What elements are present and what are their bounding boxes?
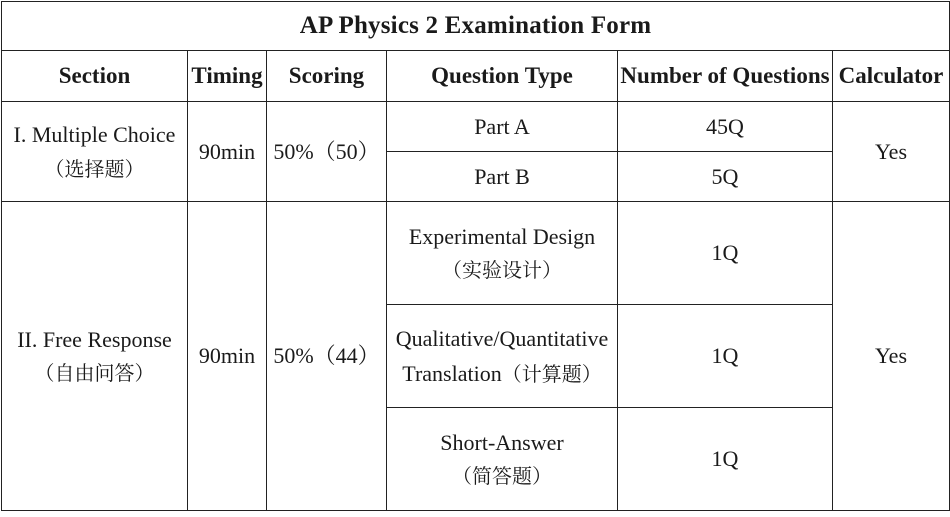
header-number-of-questions: Number of Questions [618,51,833,102]
mc-part-a-count: 45Q [618,102,833,152]
mc-part-a-type: Part A [387,102,618,152]
fr-item-2-type-line2: Translation [402,361,502,386]
table-row [2,202,950,305]
mc-section-label-zh: （选择题） [44,156,145,181]
fr-section-label-zh: （自由问答） [34,361,155,386]
fr-section-cell [2,202,188,511]
fr-item-1-type-cell [387,202,618,305]
exam-form-table [1,1,950,511]
fr-item-2-count: 1Q [618,305,833,408]
header-timing: Timing [188,51,267,102]
header-scoring: Scoring [267,51,387,102]
mc-scoring: 50%（50） [267,102,387,202]
fr-item-3-count: 1Q [618,408,833,511]
table-row [2,102,950,152]
fr-item-1-count: 1Q [618,202,833,305]
fr-item-2-type-zh: （计算题） [501,362,602,386]
table-title: AP Physics 2 Examination Form [2,2,950,51]
header-section: Section [2,51,188,102]
mc-section-cell [2,102,188,202]
fr-item-3-type-zh: （简答题） [452,464,552,489]
mc-part-b-type: Part B [387,152,618,202]
fr-item-3-type-cell [387,408,618,511]
fr-item-2-type-cell [387,305,618,408]
fr-item-2-type-line1: Qualitative/Quantitative [395,325,609,351]
mc-section-label: I. Multiple Choice [13,122,176,148]
header-calculator: Calculator [833,51,950,102]
header-row [2,51,950,102]
fr-calculator: Yes [833,202,950,511]
fr-item-3-type: Short-Answer [440,429,564,455]
fr-item-1-type-zh: （实验设计） [442,258,562,283]
mc-timing: 90min [188,102,267,202]
fr-timing: 90min [188,202,267,511]
header-question-type: Question Type [387,51,618,102]
fr-item-1-type: Experimental Design [408,223,596,249]
fr-section-label: II. Free Response [17,326,172,352]
mc-part-b-count: 5Q [618,152,833,202]
fr-scoring: 50%（44） [267,202,387,511]
mc-calculator: Yes [833,102,950,202]
